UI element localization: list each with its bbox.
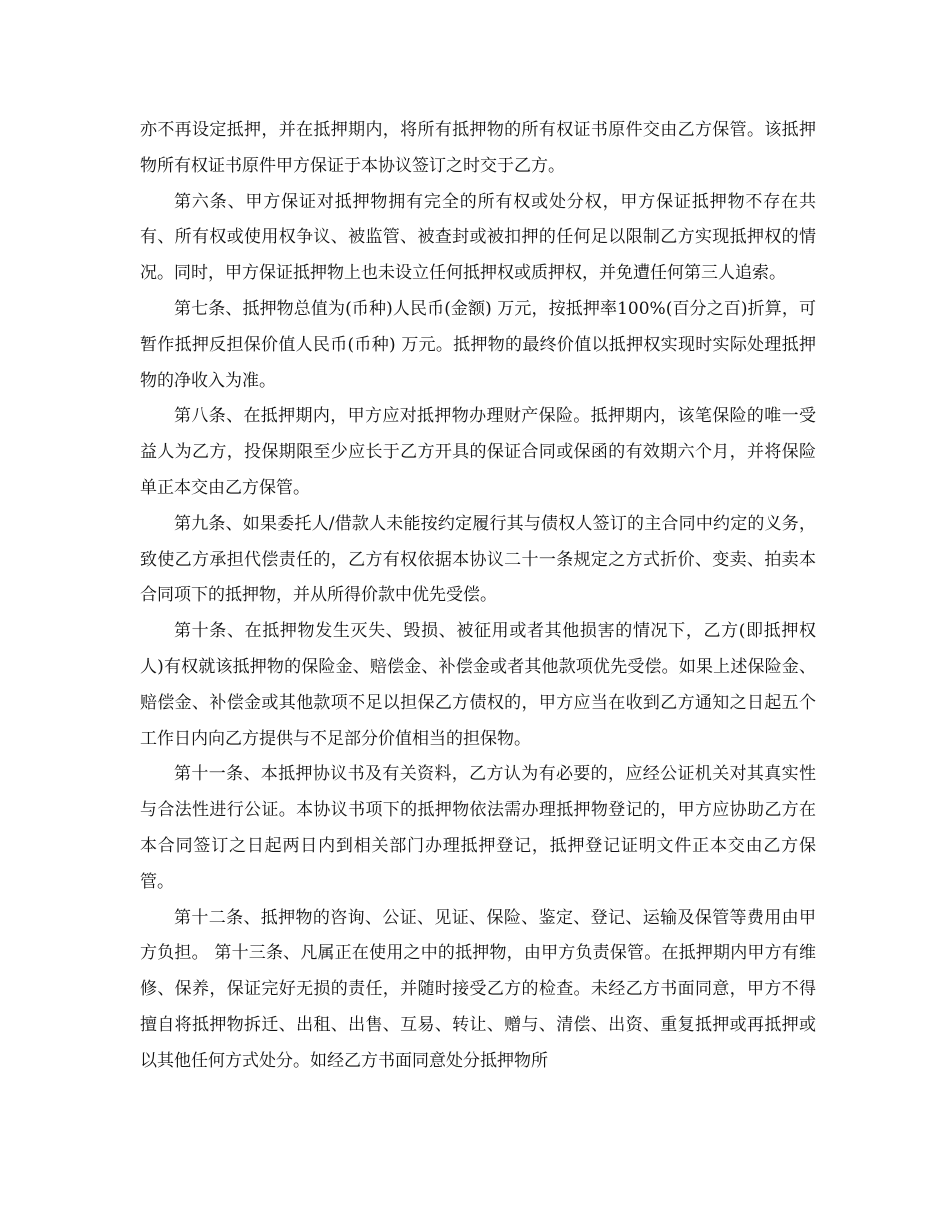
- document-body: [140, 113, 816, 1080]
- paragraph-article-8: 第八条、在抵押期内，甲方应对抵押物办理财产保险。抵押期内，该笔保险的唯一受益人为乙方，投保期限至少应长于乙方开具的保证合同或保函的有效期六个月，并将保险单正本交由乙方保管。: [140, 406, 816, 498]
- paragraph-article-6: 第六条、甲方保证对抵押物拥有完全的所有权或处分权，甲方保证抵押物不存在共有、所有权或使用权争议、被监管、被查封或被扣押的任何足以限制乙方实现抵押权的情况。同时，甲方保证抵押物上也未设立任何抵押权或质押权，并免遭任何第三人追索。: [140, 191, 816, 284]
- paragraph-article-10: 第十条、在抵押物发生灭失、毁损、被征用或者其他损害的情况下，乙方(即抵押权人)有权就该抵押物的保险金、赔偿金、补偿金或者其他款项优先受偿。如果上述保险金、赔偿金、补偿金或其他款项不足以担保乙方债权的，甲方应当在收到乙方通知之日起五个工作日内向乙方提供与不足部分价值相当的担保物。: [140, 621, 816, 749]
- paragraph-article-12-13: 第十二条、抵押物的咨询、公证、见证、保险、鉴定、登记、运输及保管等费用由甲方负担。 第十三条、凡属正在使用之中的抵押物，由甲方负责保管。在抵押期内甲方有维修、保养，保证完好无损的责任，并随时接受乙方的检查。未经乙方书面同意，甲方不得擅自将抵押物拆迁、出租、出售、互易、转让、赠与、清偿、出资、重复抵押或再抵押或以其他任何方式处分。如经乙方书面同意处分抵押物所: [140, 907, 816, 1071]
- paragraph-article-11: 第十一条、本抵押协议书及有关资料，乙方认为有必要的，应经公证机关对其真实性与合法性进行公证。本协议书项下的抵押物依法需办理抵押物登记的，甲方应协助乙方在本合同签订之日起两日内到相关部门办理抵押登记，抵押登记证明文件正本交由乙方保管。: [140, 764, 816, 892]
- paragraph-continuation: 亦不再设定抵押，并在抵押期内，将所有抵押物的所有权证书原件交由乙方保管。该抵押物所有权证书原件甲方保证于本协议签订之时交于乙方。: [140, 120, 816, 176]
- paragraph-article-7: 第七条、抵押物总值为(币种)人民币(金额) 万元，按抵押率100%(百分之百)折算，可暂作抵押反担保价值人民币(币种) 万元。抵押物的最终价值以抵押权实现时实际处理抵押物的净收入为准。: [140, 298, 816, 391]
- paragraph-article-9: 第九条、如果委托人/借款人未能按约定履行其与债权人签订的主合同中约定的义务，致使乙方承担代偿责任的，乙方有权依据本协议二十一条规定之方式折价、变卖、拍卖本合同项下的抵押物，并从所得价款中优先受偿。: [140, 513, 816, 606]
